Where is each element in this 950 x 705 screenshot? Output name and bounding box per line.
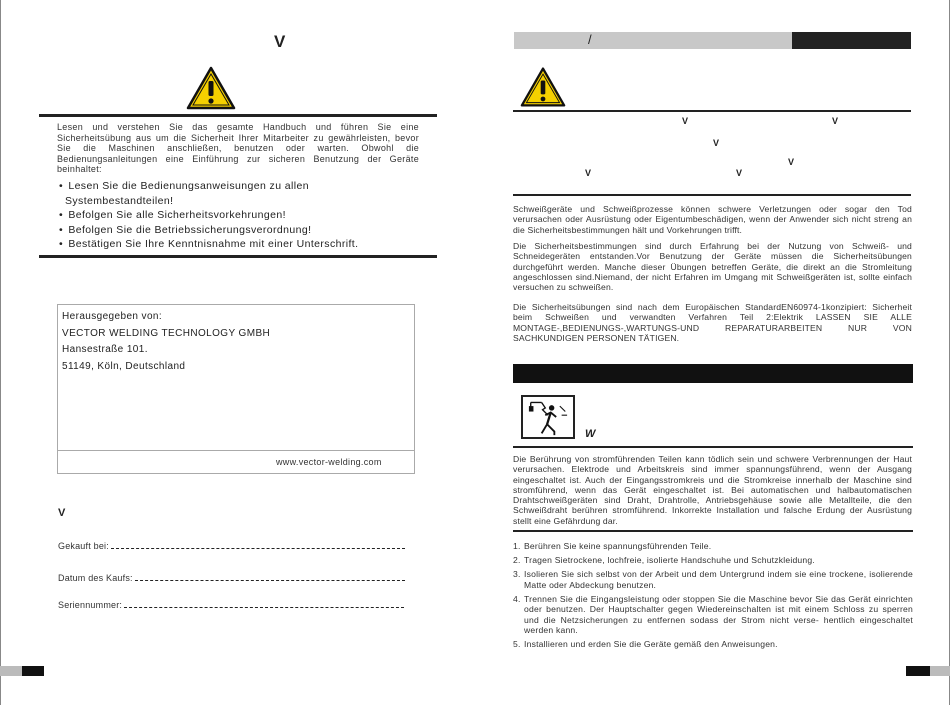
list-item: 2. Tragen Sietrockene, lochfreie, isolierte Handschuhe und Schutzkleidung.	[513, 555, 815, 565]
safety-bullet-list	[59, 179, 429, 252]
publisher-box-divider	[57, 450, 415, 451]
bullet-item: • Befolgen Sie die Betriebssicherungsverordnung!	[59, 223, 312, 236]
right-divider-4	[513, 530, 913, 532]
left-divider-bottom	[39, 255, 437, 258]
warning-mark: V	[713, 138, 720, 148]
publisher-url: www.vector-welding.com	[276, 457, 382, 467]
list-item: 4. Trennen Sie die Eingangsleistung oder stoppen Sie die Maschine bevor Sie das Gerät einrichten oder benutzen. Der Hauptschalter gegen Wiedereinschalten ist mit einem Schloss zu sperren und die Netzsicherungen zu entfernen sodass der Strom nicht verse- hentlich eingeschaltet werden kann.	[513, 593, 913, 635]
fill-in-line	[111, 542, 405, 549]
left-divider-top	[39, 114, 437, 117]
right-header-block	[792, 32, 911, 49]
electric-shock-icon	[521, 395, 575, 439]
intro-paragraph: Lesen und verstehen Sie das gesamte Handbuch und führen Sie eine Sicherheitsübung aus um die Sicherheit Ihrer Mitarbeiter zu gewährleisten, bevor Sie die Maschinen anschließen, benutzen oder warten. Obwohl die Bedienungsanleitungen eine Einführung zur sicheren Benutzung der Geräte beinhaltet:	[57, 122, 419, 174]
field-label: Gekauft bei:	[58, 541, 109, 551]
purchased-at-field	[58, 541, 405, 551]
safety-paragraph-2: Die Sicherheitsbestimmungen sind durch Erfahrung bei der Nutzung von Schweiß- und Schneidegeräten entstanden.Vor Benutzung der Geräte müssen die Sicherheitsübungen durchgeführt werden. Manche dieser Übungen betreffen Geräte, die direkt an die Stromleitung angeschlossen sind.Niemand, der nicht Erfahren im Umgang mit Schweißgeräten ist, sollte einfach versuchen zu schweißen.	[513, 241, 912, 293]
page-edge-left	[0, 0, 1, 705]
serial-number-field	[58, 600, 404, 610]
right-divider-2	[513, 194, 911, 196]
section-title-band	[513, 364, 913, 383]
right-header-bar	[514, 32, 792, 49]
list-item: 3. Isolieren Sie sich selbst von der Arbeit und dem Untergrund indem sie eine trockene, isolierende Matte oder Abdeckung benutzen.	[513, 569, 913, 590]
warning-mark: V	[585, 168, 592, 178]
publisher-company: VECTOR WELDING TECHNOLOGY GMBH	[62, 327, 271, 339]
purchase-section-mark: V	[58, 507, 66, 519]
warning-triangle-icon	[186, 66, 236, 110]
shock-hazard-paragraph: Die Berührung von stromführenden Teilen kann tödlich sein und schwere Verbrennungen der Haut verursachen. Elektrode und Arbeitskreis sind immer spannungsführend, wenn der Ausgang eingeschaltet ist. Auch der Eingangsstromkreis und die Stromkreise innerhalb der Maschine sind stromführend, wenn das Gerät eingeschaltet ist. Bei automatischen und halbautomatischen Drahtschweißgeräten sind Draht, Drahtrolle, Antriebsgehäuse sowie alle Metallteile, die den Schweißdraht berühren stromführend. Inkorrekte Installation und falsche Erdung der Ausrüstung stellt eine Gefährdung dar.	[513, 454, 912, 526]
field-label: Datum des Kaufs:	[58, 573, 133, 583]
header-slash: /	[588, 32, 592, 47]
field-label: Seriennummer:	[58, 600, 123, 610]
page-corner-grey-left	[0, 666, 22, 676]
warning-mark: V	[788, 157, 795, 167]
publisher-address	[62, 309, 270, 375]
list-item: 5. Installieren und erden Sie die Geräte gemäß den Anweisungen.	[513, 639, 778, 649]
warning-triangle-icon	[520, 66, 566, 108]
publisher-street: Hansestraße 101.	[62, 344, 148, 355]
bullet-item: • Lesen Sie die Bedienungsanweisungen zu allen Systembestandteilen!	[59, 180, 309, 207]
safety-paragraph-1: Schweißgeräte und Schweißprozesse können schwere Verletzungen oder sogar den Tod verursachen oder Ausrüstung oder Eigentumbeschädigen, wenn der Anwender sich nicht streng an die Sicherheitsbestimmungen hält und Vorkehrungen trifft.	[513, 204, 912, 235]
safety-paragraph-3: Die Sicherheitsübungen sind nach dem Europäischen StandardEN60974-1konzipiert: Sicherheit beim Schweißen und verwandten Verfahren Teil 2:Elektrik LASSEN SIE ALLE MONTAGE-,BEDIENUNGS-,WARTUNGS-UND REPARATURARBEITEN NUR VON SACHKUNDIGEN PERSONEN TÄTIGEN.	[513, 302, 912, 343]
fill-in-line	[135, 574, 405, 581]
bullet-item: • Bestätigen Sie Ihre Kenntnisnahme mit einer Unterschrift.	[59, 238, 359, 250]
list-item: 1. Berühren Sie keine spannungsführenden Teile.	[513, 541, 712, 551]
purchase-date-field	[58, 573, 405, 583]
bullet-item: • Befolgen Sie alle Sicherheitsvorkehrungen!	[59, 209, 286, 221]
shock-precautions-list	[513, 541, 913, 653]
warning-mark: V	[736, 168, 743, 178]
right-divider-1	[513, 110, 911, 112]
page-corner-tab-right	[906, 666, 930, 676]
warning-mark: V	[832, 116, 839, 126]
left-heading-mark: V	[274, 32, 286, 51]
right-divider-3	[513, 446, 913, 448]
publisher-city: 51149, Köln, Deutschland	[62, 360, 186, 372]
publisher-label: Herausgegeben von:	[62, 311, 163, 322]
shock-hazard-mark: W	[585, 428, 596, 440]
warning-mark: V	[682, 116, 689, 126]
page-corner-grey-right	[930, 666, 950, 676]
fill-in-line	[124, 601, 404, 608]
page-corner-tab-left	[22, 666, 44, 676]
